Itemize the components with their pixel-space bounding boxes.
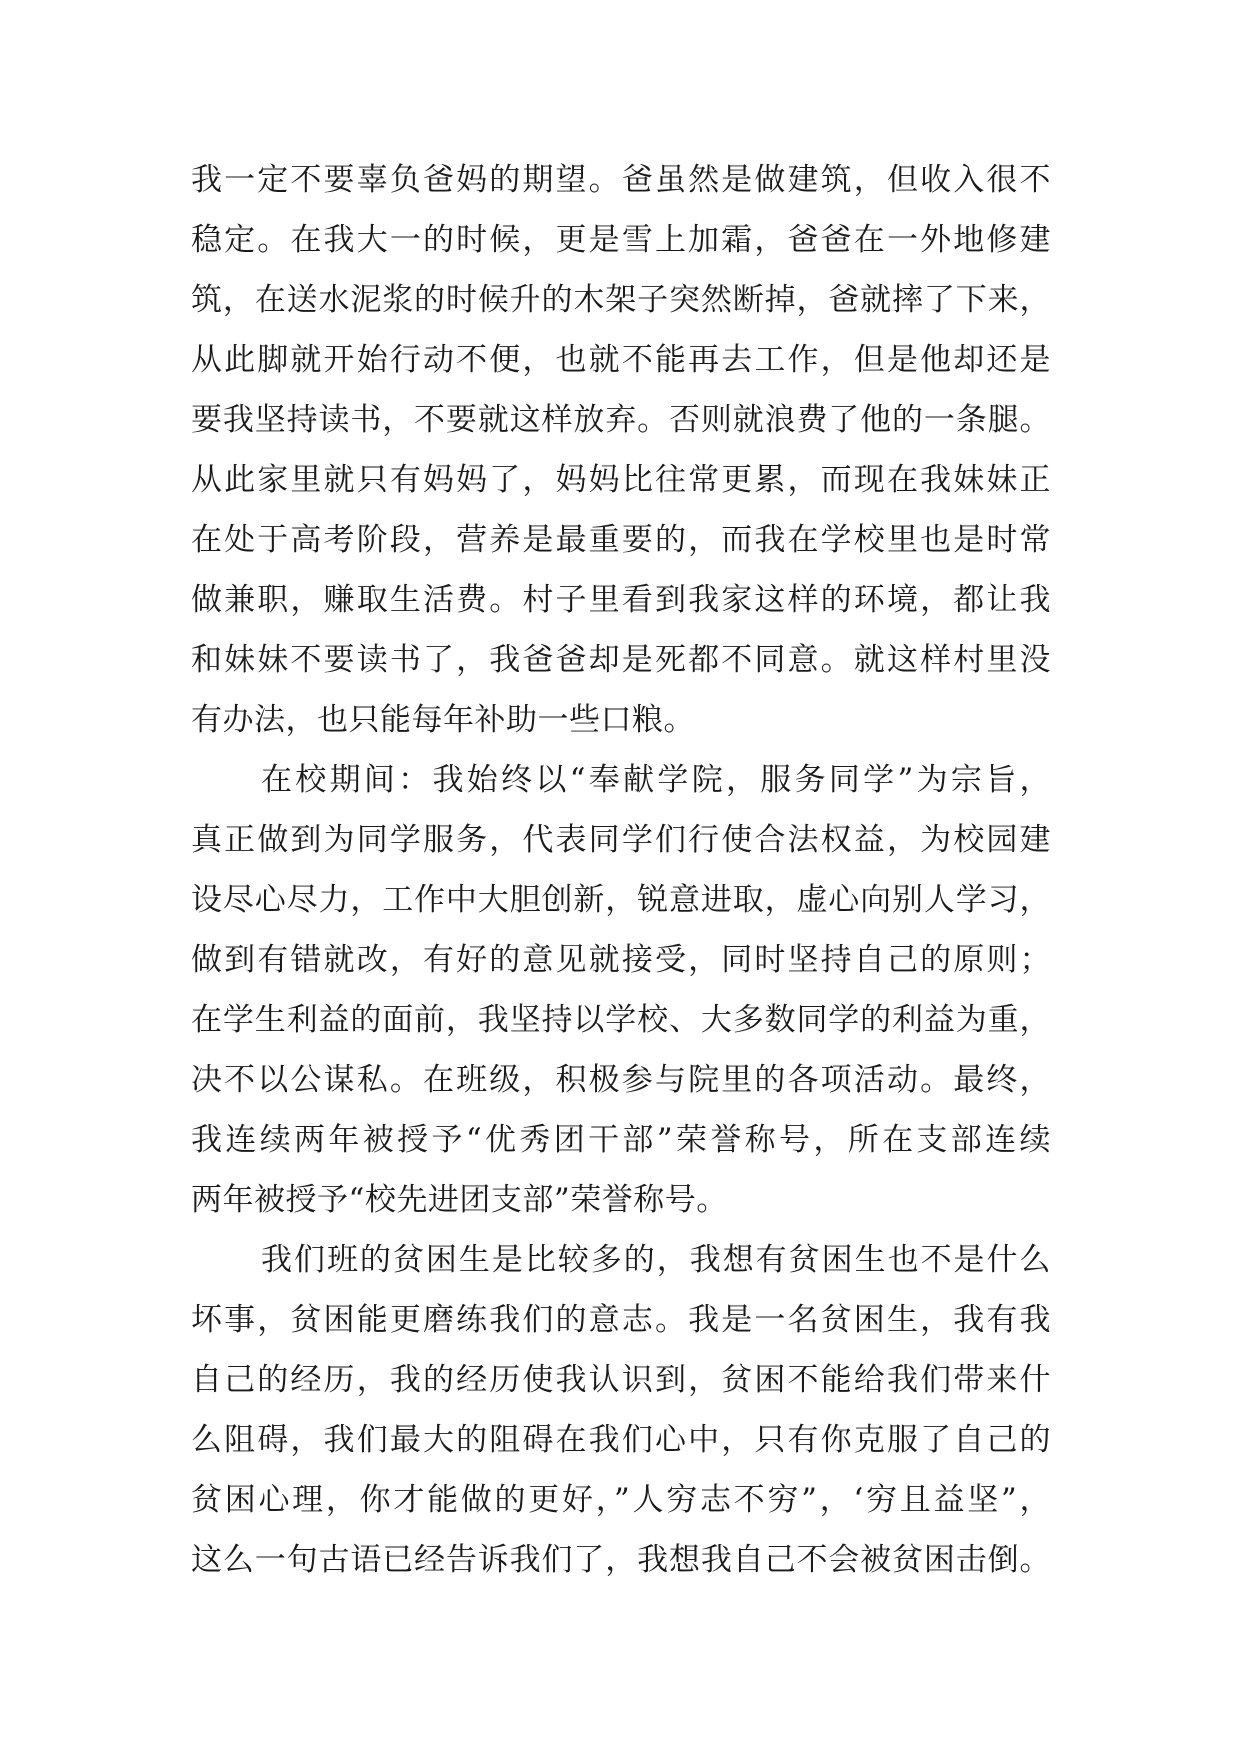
text-line: 决不以公谋私。在班级，积极参与院里的各项活动。最终， — [191, 1062, 1051, 1098]
body-text — [191, 150, 1051, 1590]
text-line: 和妹妹不要读书了，我爸爸却是死都不同意。就这样村里没 — [191, 642, 1051, 678]
text-line: 从此家里就只有妈妈了，妈妈比往常更累，而现在我妹妹正 — [191, 462, 1051, 498]
text-line: 贫困心理，你才能做的更好，”人穷志不穷”，‘穷且益坚”， — [191, 1482, 1051, 1518]
text-line: 从此脚就开始行动不便，也就不能再去工作，但是他却还是 — [191, 342, 1051, 378]
text-line: 设尽心尽力，工作中大胆创新，锐意进取，虚心向别人学习， — [191, 882, 1051, 918]
text-line: 做兼职，赚取生活费。村子里看到我家这样的环境，都让我 — [191, 582, 1051, 618]
paragraph-family-hardship — [191, 150, 1051, 750]
text-line: 在校期间：我始终以“奉献学院，服务同学”为宗旨， — [261, 762, 1051, 798]
text-line: 么阻碍，我们最大的阻碍在我们心中，只有你克服了自己的 — [191, 1422, 1051, 1458]
text-line: 在学生利益的面前，我坚持以学校、大多数同学的利益为重， — [191, 1002, 1051, 1038]
text-line: 稳定。在我大一的时候，更是雪上加霜，爸爸在一外地修建 — [191, 222, 1051, 258]
paragraph-poverty-reflection — [191, 1230, 1051, 1590]
text-line: 两年被授予“校先进团支部”荣誉称号。 — [191, 1182, 728, 1218]
text-line: 做到有错就改，有好的意见就接受，同时坚持自己的原则； — [191, 942, 1051, 978]
text-line: 坏事，贫困能更磨练我们的意志。我是一名贫困生，我有我 — [191, 1302, 1051, 1338]
text-line: 我们班的贫困生是比较多的，我想有贫困生也不是什么 — [261, 1242, 1051, 1278]
text-line: 这么一句古语已经告诉我们了，我想我自己不会被贫困击倒。 — [191, 1542, 1051, 1578]
paragraph-school-service — [191, 750, 1051, 1230]
text-line: 自己的经历，我的经历使我认识到，贫困不能给我们带来什 — [191, 1362, 1051, 1398]
text-line: 真正做到为同学服务，代表同学们行使合法权益，为校园建 — [191, 822, 1051, 858]
text-line: 在处于高考阶段，营养是最重要的，而我在学校里也是时常 — [191, 522, 1051, 558]
text-line: 筑，在送水泥浆的时候升的木架子突然断掉，爸就摔了下来， — [191, 282, 1051, 318]
text-line: 要我坚持读书，不要就这样放弃。否则就浪费了他的一条腿。 — [191, 402, 1051, 438]
text-line: 我连续两年被授予“优秀团干部”荣誉称号，所在支部连续 — [191, 1122, 1051, 1158]
text-line: 我一定不要辜负爸妈的期望。爸虽然是做建筑，但收入很不 — [191, 162, 1051, 198]
text-line: 有办法，也只能每年补助一些口粮。 — [191, 702, 695, 738]
